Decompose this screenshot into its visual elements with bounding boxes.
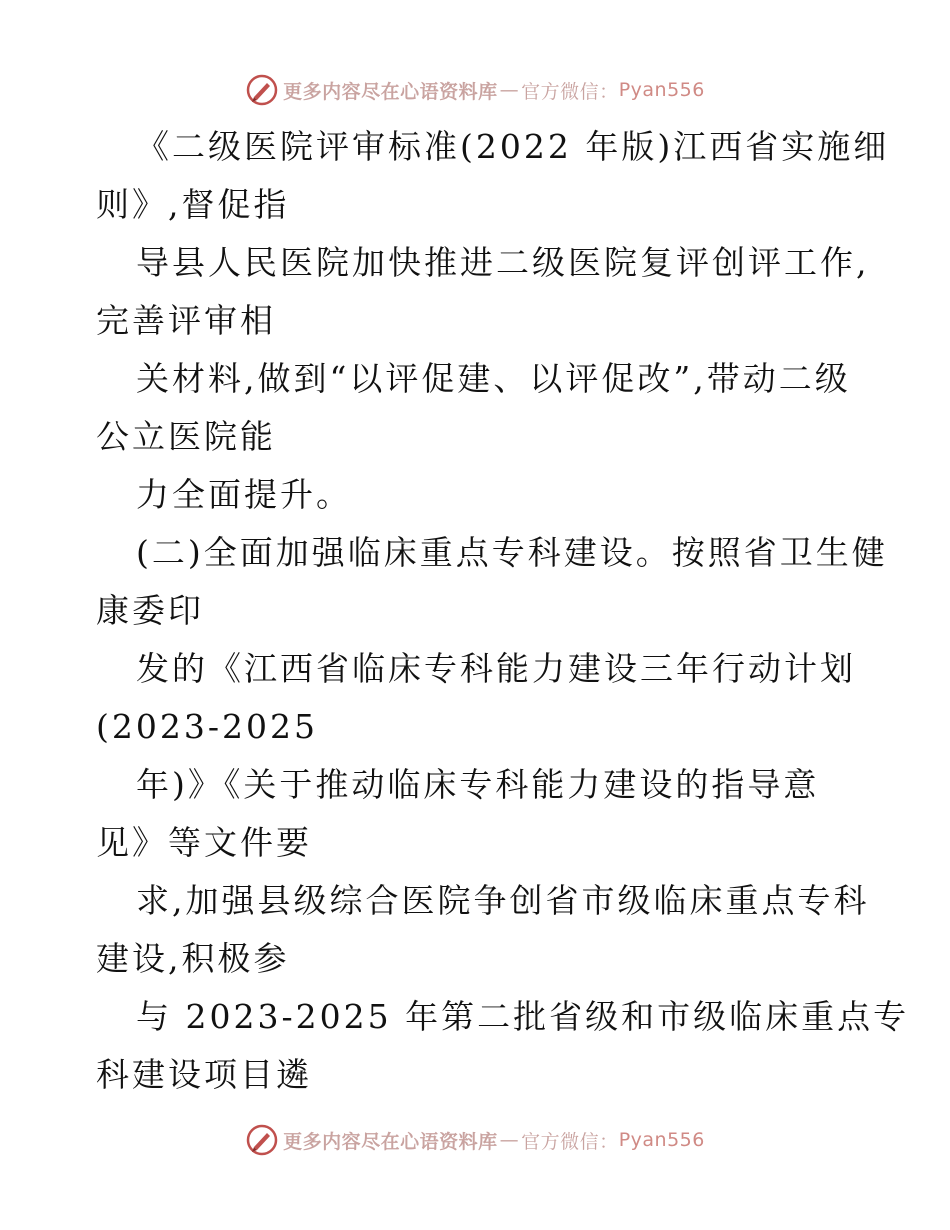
text-line: 导县人民医院加快推进二级医院复评创评工作, bbox=[136, 243, 870, 282]
text-line: 科建设项目遴 bbox=[96, 1055, 312, 1094]
pen-logo-icon bbox=[245, 1123, 279, 1157]
text-line: 关材料,做到“以评促建、以评促改”,带动二级 bbox=[136, 359, 851, 398]
watermark-contact-id: Pyan556 bbox=[618, 79, 705, 101]
document-body bbox=[96, 118, 910, 1104]
watermark-contact-label: 官方微信： bbox=[521, 80, 619, 103]
text-line: 求,加强县级综合医院争创省市级临床重点专科 bbox=[136, 881, 870, 920]
text-line: 建设,积极参 bbox=[96, 939, 290, 978]
watermark-contact-label: 官方微信： bbox=[521, 1130, 619, 1153]
watermark-dash: — bbox=[499, 79, 520, 101]
text-line: 公立医院能 bbox=[96, 417, 276, 456]
footer-watermark bbox=[0, 1120, 950, 1160]
text-line: 力全面提升。 bbox=[136, 475, 352, 514]
text-line: 发的《江西省临床专科能力建设三年行动计划 bbox=[136, 649, 856, 688]
text-line: 则》,督促指 bbox=[96, 185, 290, 224]
text-line: 见》等文件要 bbox=[96, 823, 312, 862]
text-line: 康委印 bbox=[96, 591, 204, 630]
text-line: 《二级医院评审标准(2022 年版)江西省实施细 bbox=[136, 127, 890, 166]
watermark-site-text: 更多内容尽在心语资料库 bbox=[283, 1130, 498, 1153]
text-line: 年)》《关于推动临床专科能力建设的指导意 bbox=[136, 765, 820, 804]
text-line: 与 2023-2025 年第二批省级和市级临床重点专 bbox=[136, 997, 910, 1036]
text-line: (2023-2025 bbox=[96, 707, 318, 746]
text-line: (二)全面加强临床重点专科建设。按照省卫生健 bbox=[136, 533, 888, 572]
text-line: 完善评审相 bbox=[96, 301, 276, 340]
watermark-site-text: 更多内容尽在心语资料库 bbox=[283, 80, 498, 103]
header-watermark bbox=[0, 70, 950, 110]
pen-logo-icon bbox=[245, 73, 279, 107]
watermark-contact-id: Pyan556 bbox=[618, 1129, 705, 1151]
watermark-dash: — bbox=[499, 1129, 520, 1151]
